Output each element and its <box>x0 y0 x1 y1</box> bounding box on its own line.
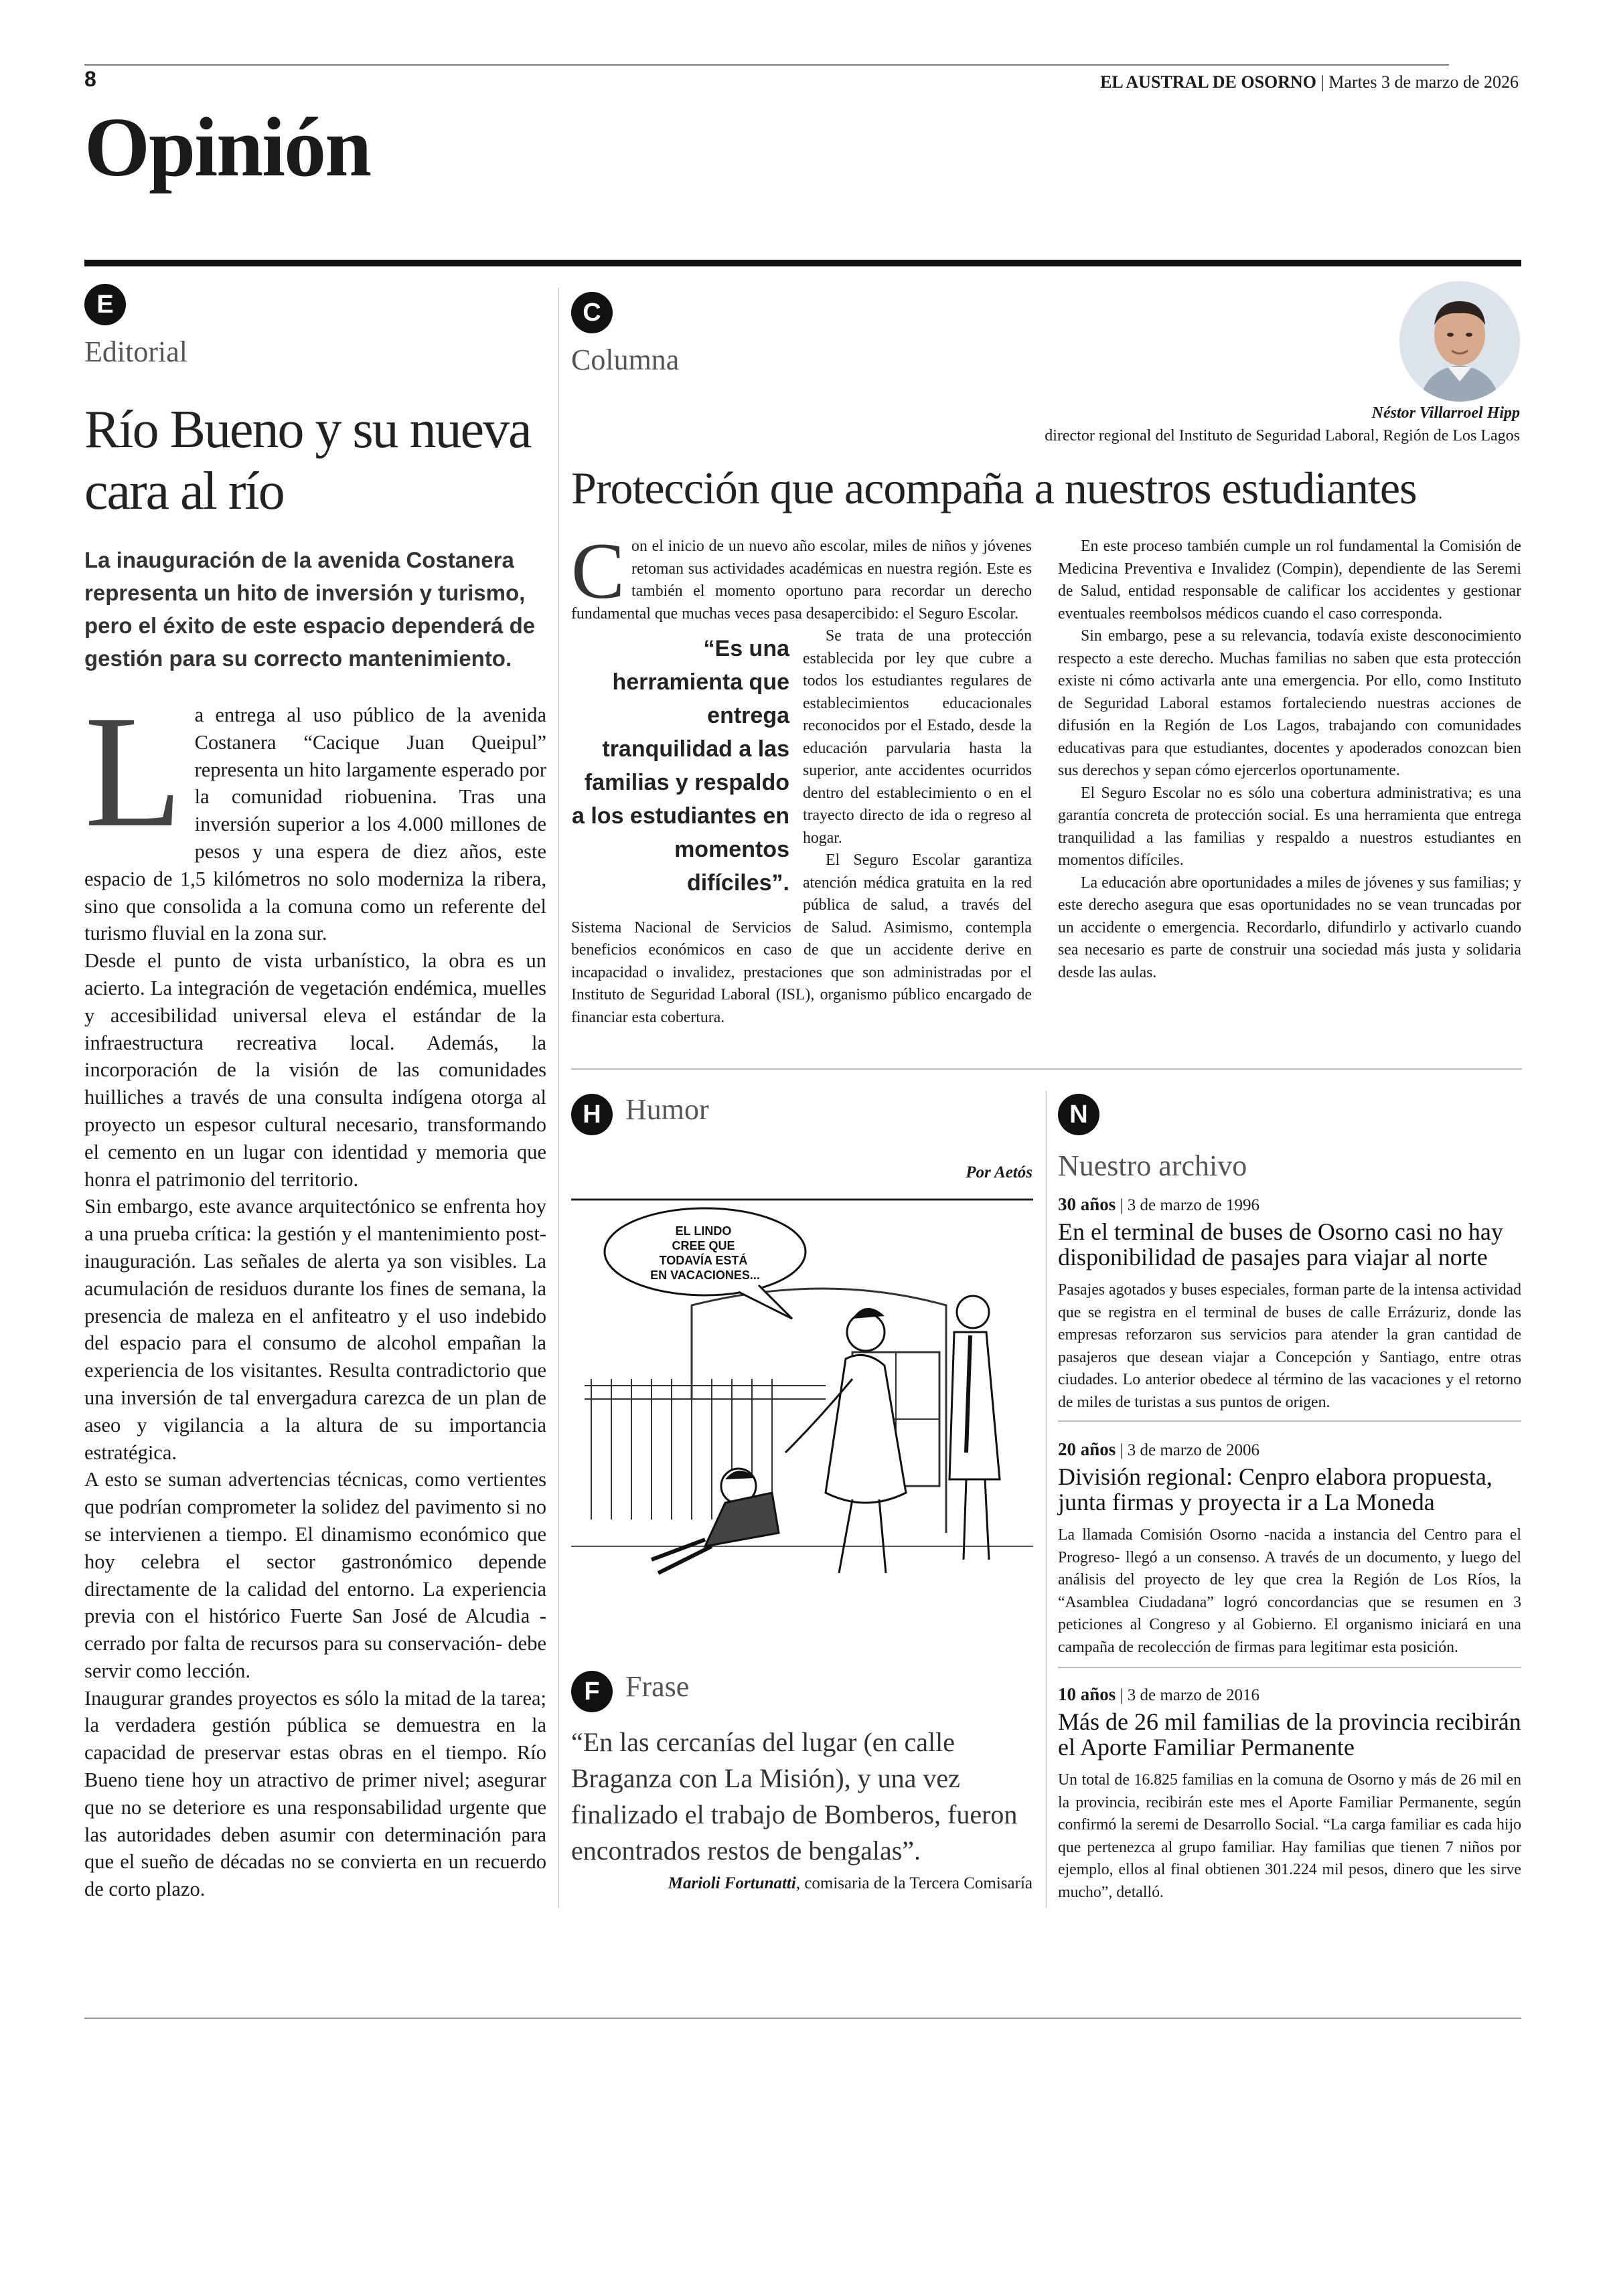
archive-date: 3 de marzo de 2016 <box>1127 1686 1259 1704</box>
editorial-dropcap: L <box>84 682 183 860</box>
column-paragraph: La educación abre oportunidades a miles de jóvenes y sus familias; y este derecho asegura que esas oportunidades no se vean truncadas por un accidente o emergencia. Recordarlo, difundirlo y activarlo cuando sea necesario es parte de construir una sociedad más justa y solidaria desde las aulas. <box>1058 874 1521 981</box>
author-name: Néstor Villarroel Hipp <box>1371 404 1520 422</box>
editorial-label: Editorial <box>84 335 187 368</box>
frase-source-name: Marioli Fortunatti <box>668 1874 796 1892</box>
archive-headline: División regional: Cenpro elabora propuesta, junta firmas y proyecta ir a La Moneda <box>1058 1463 1493 1515</box>
author-portrait-icon <box>1399 281 1520 402</box>
humor-badge: H <box>571 1094 613 1135</box>
page-bottom-rule <box>84 2018 1521 2019</box>
archive-badge: N <box>1058 1094 1099 1135</box>
editorial-paragraph: Desde el punto de vista urbanístico, la obra es un acierto. La integración de vegetación endémica, muelles y accesibilidad universal eleva el estándar de la infraestructura recreativa local. Además, la incorporación de la visión de las comunidades huilliches a través de una consulta indígena otorga al proyecto un espesor cultural necesario, transformando el cemento en un lugar con identidad y memoria que honra el patrimonio del territorio. <box>84 949 546 1191</box>
editorial-paragraph: A esto se suman advertencias técnicas, como vertientes que podrían comprometer la solidez del pavimento si no se intervienen a tiempo. El dinamismo económico que hoy celebra el sector gastronómico depende directamente de la calidad del entorno. La experiencia previa con el histórico Fuerte San José de Alcudia -cerrado por falta de recursos para su conservación- debe servir como lección. <box>84 1468 546 1682</box>
archive-headline: Más de 26 mil familias de la provincia recibirán el Aporte Familiar Permanente <box>1058 1708 1521 1760</box>
newspaper-name: EL AUSTRAL DE OSORNO <box>1100 72 1317 92</box>
column-paragraph: on el inicio de un nuevo año escolar, miles de niños y jóvenes retoman sus actividades académicas en nuestra región. Este es también el momento oportuno para recordar un derecho fundamental que muchas veces pasa desapercibido: el Seguro Escolar. <box>571 538 1032 623</box>
archive-date: 3 de marzo de 2006 <box>1127 1441 1259 1459</box>
humor-label: Humor <box>625 1093 709 1126</box>
column-dropcap: C <box>571 526 625 615</box>
archive-body: Un total de 16.825 familias en la comuna de Osorno y más de 26 mil en la provincia, recibirán este mes el Aporte Familiar Permanente, según confirmó la seremi de Desarrollo Social. “La carga familiar es cada hijo que pertenezca al grupo familiar. Hay familias que tienen 7 niños por ejemplo, ellos al final obtienen 301.224 mil pesos, dinero que les sirve mucho”, detalló. <box>1058 1771 1521 1901</box>
archive-years: 10 años <box>1058 1684 1116 1704</box>
archive-divider <box>1058 1667 1521 1668</box>
column-paragraph: El Seguro Escolar no es sólo una cobertura administrativa; es una garantía concreta de protección social. Es una herramienta que entrega tranquilidad a las familias y respaldo a nuestros estudiantes en momentos difíciles. <box>1058 784 1521 869</box>
column-body-right <box>1058 536 1521 984</box>
archive-date: 3 de marzo de 1996 <box>1127 1196 1259 1214</box>
editorial-paragraph: Inaugurar grandes proyectos es sólo la mitad de la tarea; la verdadera gestión pública se demuestra en la capacidad de preservar estas obras en el tiempo. Río Bueno tiene hoy un atractivo de primer nivel; asegurar que no se deteriore es una responsabilidad urgente que las autoridades deben asumir con determinación para que el sueño de décadas no se convierta en un recuerdo de corto plazo. <box>84 1686 546 1901</box>
column-pullquote: “Es una herramienta que entrega tranquilidad a las familias y respaldo a los estudiantes en momentos difíciles”. <box>572 636 789 896</box>
cartoon-illustration-icon <box>571 1198 1033 1613</box>
column-paragraph: Se trata de una protección establecida por ley que cubre a todos los estudiantes regulares de establecimientos educacionales reconocidos por el Estado, desde la educación parvularia hasta la superior, ante accidentes ocurridos dentro del establecimiento o en el trayecto directo de ida o regreso al hogar. <box>803 627 1032 847</box>
masthead-separator: | <box>1320 72 1329 92</box>
section-title: Opinión <box>84 101 371 194</box>
frase-label: Frase <box>625 1670 690 1703</box>
archive-body: La llamada Comisión Osorno -nacida a instancia del Centro para el Progreso- llegó a un consenso. A través de un documento, y luego del análisis del proyecto de ley que crea la Región de Los Ríos, la “Asamblea Ciudadana” logró concordancias que se resumen en 3 peticiones al Congreso y al Gobierno. El organismo iniciará en una campaña de recolección de firmas para legitimar esta posición. <box>1058 1526 1521 1656</box>
column-paragraph: El Seguro Escolar garantiza atención médica gratuita en la red pública de salud, a través del Sistema Nacional de Servicios de Salud. Asimismo, contempla beneficios económicos en caso de que un accidente derive en incapacidad o invalidez, prestaciones que son administradas por el Instituto de Seguridad Laboral (ISL), organismo público encargado de financiar esta cobertura. <box>571 851 1032 1026</box>
page-number: 8 <box>84 67 96 91</box>
column-divider-left <box>558 288 559 1908</box>
frase-quote: “En las cercanías del lugar (en calle Braganza con La Misión), y una vez finalizado el trabajo de Bomberos, fueron encontrados restos de bengalas”. <box>571 1727 1018 1866</box>
editorial-paragraph: Sin embargo, este avance arquitectónico se enfrenta hoy a una prueba crítica: la gestión y el mantenimiento post-inauguración. Las señales de alerta ya son visibles. La acumulación de residuos durante los fines de semana, la presencia de maleza en el anfiteatro y el uso indebido del espacio para el consumo de alcohol empañan la experiencia de los visitantes. Resulta contradictorio que una inversión de tal envergadura carezca de un plan de aseo y vigilancia a la altura de su importancia estratégica. <box>84 1195 546 1464</box>
column-label: Columna <box>571 343 680 376</box>
author-role: director regional del Instituto de Seguridad Laboral, Región de Los Lagos <box>1045 427 1520 444</box>
top-rule <box>84 64 1449 66</box>
column-badge: C <box>571 292 613 333</box>
archive-item: 30 años | 3 de marzo de 1996 En el terminal de buses de Osorno casi no hay disponibilidad de pasajes para viajar al norte Pasajes agotados y buses especiales, forman parte de la intensa actividad que se registra en el terminal de buses de calle Errázuriz, donde las empresas reforzaron sus servicios para atender la gran cantidad de pasajeros que desean viajar a Concepción y Santiago, entre otras ciudades. Lo anterior obedece al término de las vacaciones y el retorno de miles de turistas a sus puntos de origen. <box>1058 1194 1521 1414</box>
editorial-headline: Río Bueno y su nueva cara al río <box>84 400 531 521</box>
archive-years: 30 años <box>1058 1194 1116 1214</box>
column-paragraph: Sin embargo, pese a su relevancia, todavía existe desconocimiento respecto a este derecho. Muchas familias no saben que esta protección existe ni cómo activarla ante una emergencia. Por ello, como Instituto de Seguridad Laboral estamos fortaleciendo nuestras acciones de difusión en la Región de Los Lagos, trabajando con comunidades educativas para que estudiantes, docentes y apoderados conozcan bien sus derechos y sepan cómo ejercerlos oportunamente. <box>1058 627 1521 779</box>
masthead <box>1100 72 1519 92</box>
frase-source-role: , comisaria de la Tercera Comisaría <box>795 1874 1032 1892</box>
archive-item: 10 años | 3 de marzo de 2016 Más de 26 mil familias de la provincia recibirán el Aporte Familiar Permanente Un total de 16.825 familias en la comuna de Osorno y más de 26 mil en la provincia, recibirán este mes el Aporte Familiar Permanente, según confirmó la seremi de Desarrollo Social. “La carga familiar es cada hijo que pertenezca al grupo familiar. Hay familias que tienen 7 niños por ejemplo, ellos al final obtienen 301.224 mil pesos, dinero que les sirve mucho”, detalló. <box>1058 1684 1521 1904</box>
archive-divider <box>1058 1420 1521 1422</box>
frase-badge: F <box>571 1671 613 1712</box>
archive-headline: En el terminal de buses de Osorno casi no hay disponibilidad de pasajes para viajar al norte <box>1058 1218 1503 1270</box>
editorial-subhead: La inauguración de la avenida Costanera representa un hito de inversión y turismo, pero el éxito de este espacio dependerá de gestión para su correcto mantenimiento. <box>84 548 536 671</box>
column-body-left <box>571 526 1032 1029</box>
humor-credit: Por Aetós <box>966 1163 1032 1181</box>
issue-date: Martes 3 de marzo de 2026 <box>1328 72 1519 92</box>
frase-source <box>668 1874 1032 1893</box>
column-divider-right <box>1046 1091 1047 1908</box>
section-rule <box>84 260 1521 266</box>
archive-body: Pasajes agotados y buses especiales, forman parte de la intensa actividad que se registra en el terminal de buses de calle Errázuriz, donde las empresas reforzaron sus servicios para atender la gran cantidad de pasajeros que desean viajar a Concepción y Santiago, entre otras ciudades. Lo anterior obedece al término de las vacaciones y el retorno de miles de turistas a sus puntos de origen. <box>1058 1281 1521 1411</box>
editorial-body <box>84 682 546 1903</box>
archive-label: Nuestro archivo <box>1058 1149 1247 1182</box>
speech-bubble-text: EL LINDO CREE QUE TODAVÍA ESTÁ EN VACACIONES... <box>650 1224 760 1282</box>
archive-years: 20 años <box>1058 1439 1116 1459</box>
archive-item: 20 años | 3 de marzo de 2006 División regional: Cenpro elabora propuesta, junta firmas y proyecta ir a La Moneda La llamada Comisión Osorno -nacida a instancia del Centro para el Progreso- llegó a un consenso. A través de un documento, y luego del análisis del proyecto de ley que crea la Región de Los Ríos, la “Asamblea Ciudadana” logró concordancias que se resumen en 3 peticiones al Congreso y al Gobierno. El organismo iniciará en una campaña de recolección de firmas para legitimar esta posición. <box>1058 1439 1521 1659</box>
editorial-badge: E <box>84 284 126 325</box>
column-paragraph: En este proceso también cumple un rol fundamental la Comisión de Medicina Preventiva e Invalidez (Compin), dependiente de las Seremi de Salud, entidad responsable de calificar los accidentes y gestionar eventuales reembolsos médicos cuando el caso corresponda. <box>1058 538 1521 623</box>
author-photo <box>1399 281 1520 402</box>
editorial-paragraph: a entrega al uso público de la avenida Costanera “Cacique Juan Queipul” representa un hito largamente esperado por la comunidad riobuenina. Tras una inversión superior a los 4.000 millones de pesos y una espera de diez años, este espacio de 1,5 kilómetros no solo moderniza la ribera, sino que consolida a la comuna como un referente del turismo fluvial en la zona sur. <box>84 704 546 945</box>
humor-cartoon <box>571 1198 1033 1613</box>
column-bottom-rule <box>571 1068 1522 1070</box>
column-headline: Protección que acompaña a nuestros estudiantes <box>571 463 1417 513</box>
